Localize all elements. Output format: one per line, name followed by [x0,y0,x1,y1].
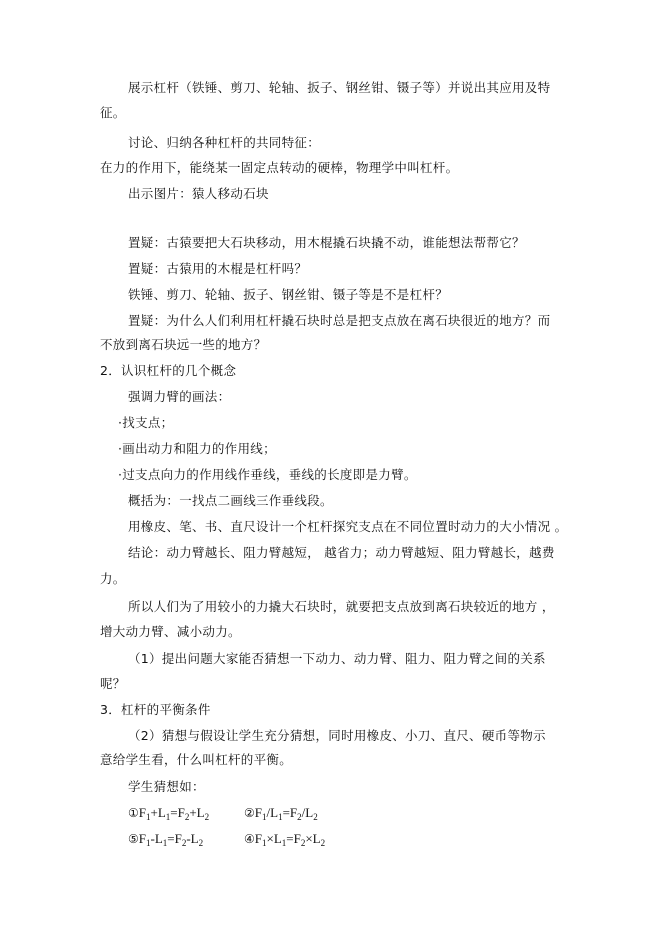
paragraph-conclusion-cont: 力。 [100,571,126,586]
formula-3-number: ⑤ [128,832,139,846]
list-item-draw-lines: ·画出动力和阻力的作用线； [118,441,276,456]
paragraph-hypothesis-cont: 意给学生看，什么叫杠杆的平衡。 [100,752,293,767]
paragraph-question-4-cont: 不放到离石块远一些的地方？ [100,337,267,352]
formula-4-number: ④ [244,832,255,846]
paragraph-summary: 概括为：一找点二画线三作垂线段。 [128,493,333,508]
paragraph-propose-question-cont: 呢？ [100,676,126,691]
paragraph-propose-question: （1）提出问题大家能否猜想一下动力、动力臂、阻力、阻力臂之间的关系 [128,651,546,666]
formula-2-number: ② [244,806,255,820]
list-item-find-fulcrum: ·找支点； [118,415,174,430]
paragraph-question-4: 置疑：为什么人们利用杠杆撬石块时总是把支点放在离石块很近的地方？而 [128,313,551,328]
formula-3: $⑤F_1-L_1=F_2-L_2$ [128,831,204,848]
paragraph-question-1: 置疑：古猿要把大石块移动，用木棍撬石块撬不动，谁能想法帮帮它？ [128,235,525,250]
paragraph-therefore-cont: 增大动力臂、减小动力。 [100,624,241,639]
paragraph-show-picture: 出示图片：猿人移动石块 [128,186,269,201]
paragraph-display-levers: 展示杠杆（铁锤、剪刀、轮轴、扳子、钢丝钳、镊子等）并说出其应用及特 [128,80,551,95]
paragraph-therefore: 所以人们为了用较小的力撬大石块时，就要把支点放到离石块较近的地方 ， [128,599,555,614]
paragraph-emphasize-arm: 强调力臂的画法： [128,389,231,404]
paragraph-student-guesses: 学生猜想如： [128,779,205,794]
section-heading-2: 2．认识杠杆的几个概念 [100,363,237,378]
paragraph-question-3: 铁锤、剪刀、轮轴、扳子、钢丝钳、镊子等是不是杠杆？ [128,287,449,302]
paragraph-discuss: 讨论、归纳各种杠杆的共同特征： [128,135,321,150]
section-heading-3: 3．杠杆的平衡条件 [100,702,211,717]
formula-1: $①F_1+L_1=F_2+L_2$ [128,805,210,822]
paragraph-design-experiment: 用橡皮、笔、书、直尺设计一个杠杆探究支点在不同位置时动力的大小情况 。 [128,519,568,534]
paragraph-display-levers-cont: 征。 [100,105,126,120]
formula-4: $④F_1\times L_1=F_2\times L_2$ [244,831,326,848]
paragraph-conclusion: 结论：动力臂越长、阻力臂越短， 越省力；动力臂越短、阻力臂越长，越费 [128,545,555,560]
formula-2: $②F_1/L_1=F_2/L_2$ [244,805,318,822]
list-item-perpendicular: ·过支点向力的作用线作垂线，垂线的长度即是力臂。 [118,467,417,482]
paragraph-lever-definition: 在力的作用下，能绕某一固定点转动的硬棒，物理学中叫杠杆。 [100,160,459,175]
paragraph-hypothesis: （2）猜想与假设让学生充分猜想，同时用橡皮、小刀、直尺、硬币等物示 [128,728,546,743]
paragraph-question-2: 置疑：古猿用的木棍是杠杆吗？ [128,261,308,276]
formula-1-number: ① [128,806,139,820]
